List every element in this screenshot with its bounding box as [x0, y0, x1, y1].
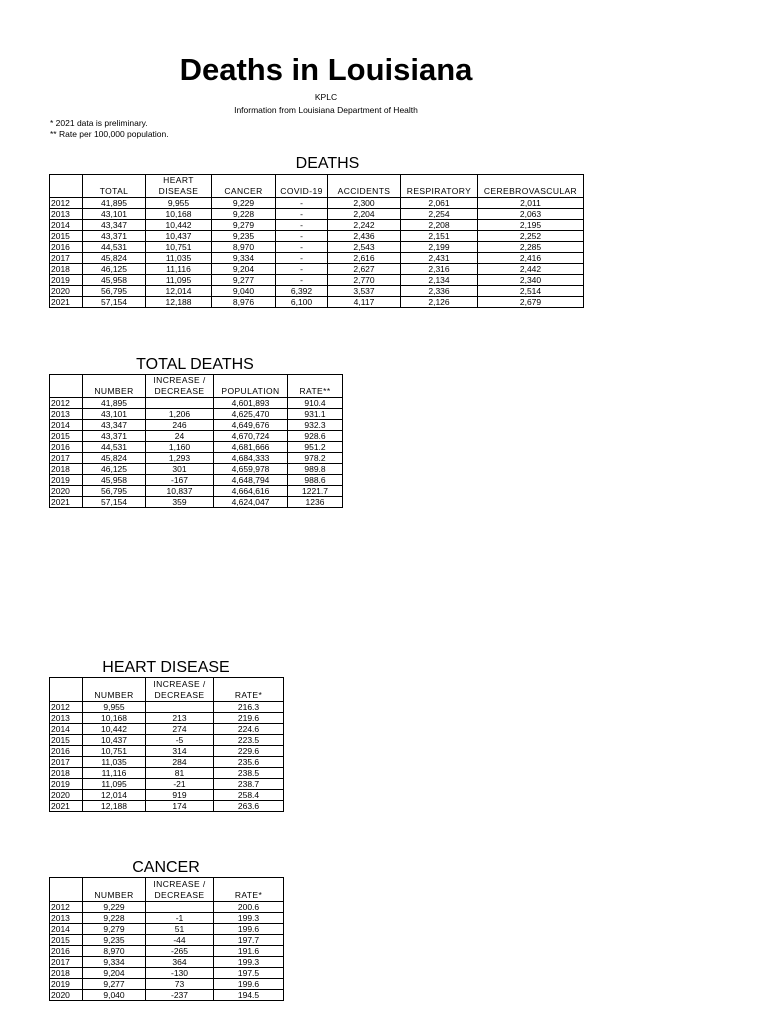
table-cell: 2,011	[478, 198, 584, 209]
table-cell: 2,543	[328, 242, 401, 253]
table-cell: 2,336	[401, 286, 478, 297]
table-cell: 174	[146, 801, 214, 812]
cancer-table	[49, 877, 284, 1001]
table-cell: 8,976	[212, 297, 276, 308]
table-cell: 2,770	[328, 275, 401, 286]
table-cell: 46,125	[83, 464, 146, 475]
table-cell: 274	[146, 724, 214, 735]
table-cell: 2,436	[328, 231, 401, 242]
table-cell: 41,895	[83, 198, 146, 209]
table-row	[50, 231, 584, 242]
table-row	[50, 275, 584, 286]
table-cell: 2,126	[401, 297, 478, 308]
table-cell: 2,616	[328, 253, 401, 264]
table-cell: 200.6	[214, 902, 284, 913]
year-cell: 2014	[50, 724, 83, 735]
table-cell: 11,116	[146, 264, 212, 275]
table-cell: 988.6	[288, 475, 343, 486]
table-cell: 197.5	[214, 968, 284, 979]
table-cell: 4,649,676	[214, 420, 288, 431]
column-header	[50, 375, 83, 398]
year-cell: 2016	[50, 242, 83, 253]
year-cell: 2020	[50, 286, 83, 297]
table-cell: 11,095	[83, 779, 146, 790]
table-row	[50, 746, 284, 757]
year-cell: 2013	[50, 713, 83, 724]
year-cell: 2015	[50, 935, 83, 946]
table-cell: 219.6	[214, 713, 284, 724]
year-cell: 2017	[50, 253, 83, 264]
table-cell: 2,134	[401, 275, 478, 286]
table-cell: 44,531	[83, 442, 146, 453]
table-cell: 2,431	[401, 253, 478, 264]
table-row	[50, 464, 343, 475]
table-cell: 11,116	[83, 768, 146, 779]
table-row	[50, 979, 284, 990]
table-cell: 6,100	[276, 297, 328, 308]
table-cell: 4,624,047	[214, 497, 288, 508]
year-cell: 2018	[50, 464, 83, 475]
table-cell: 191.6	[214, 946, 284, 957]
table-cell: -21	[146, 779, 214, 790]
table-cell: 81	[146, 768, 214, 779]
column-header: RATE*	[214, 878, 284, 902]
header-row	[50, 878, 284, 902]
table-cell: 2,208	[401, 220, 478, 231]
table-cell: 9,235	[212, 231, 276, 242]
year-cell: 2012	[50, 198, 83, 209]
table-cell: 4,601,893	[214, 398, 288, 409]
year-cell: 2015	[50, 231, 83, 242]
table-cell: 56,795	[83, 286, 146, 297]
table-cell: 12,014	[83, 790, 146, 801]
column-header: HEART DISEASE	[146, 175, 212, 198]
table-cell: 9,204	[83, 968, 146, 979]
note-rate: ** Rate per 100,000 population.	[50, 129, 169, 139]
column-header: COVID-19	[276, 175, 328, 198]
table-cell: 9,279	[83, 924, 146, 935]
header-row	[50, 375, 343, 398]
year-cell: 2017	[50, 453, 83, 464]
table-cell: 9,955	[83, 702, 146, 713]
column-header: TOTAL	[83, 175, 146, 198]
table-cell: 10,168	[83, 713, 146, 724]
table-row	[50, 790, 284, 801]
table-row	[50, 409, 343, 420]
year-cell: 2014	[50, 420, 83, 431]
table-cell: 9,040	[212, 286, 276, 297]
table-cell: 2,416	[478, 253, 584, 264]
table-cell: -	[276, 198, 328, 209]
column-header: POPULATION	[214, 375, 288, 398]
table-cell: -1	[146, 913, 214, 924]
table-cell: 43,371	[83, 231, 146, 242]
year-cell: 2017	[50, 957, 83, 968]
table-cell: 12,014	[146, 286, 212, 297]
table-cell: 199.6	[214, 924, 284, 935]
source-label: KPLC	[314, 92, 338, 102]
table-cell: 2,316	[401, 264, 478, 275]
table-cell: 2,195	[478, 220, 584, 231]
table-cell: 43,101	[83, 209, 146, 220]
year-cell: 2019	[50, 979, 83, 990]
table-row	[50, 957, 284, 968]
year-cell: 2019	[50, 275, 83, 286]
year-cell: 2013	[50, 209, 83, 220]
cancer-section-title: CANCER	[132, 859, 200, 876]
table-row	[50, 198, 584, 209]
table-cell: 932.3	[288, 420, 343, 431]
table-cell: 10,437	[83, 735, 146, 746]
table-cell: 8,970	[83, 946, 146, 957]
table-cell: -	[276, 231, 328, 242]
table-cell: 301	[146, 464, 214, 475]
table-cell: 10,442	[146, 220, 212, 231]
table-row	[50, 286, 584, 297]
table-row	[50, 935, 284, 946]
table-cell: 2,151	[401, 231, 478, 242]
table-row	[50, 242, 584, 253]
year-cell: 2021	[50, 801, 83, 812]
table-cell: 238.7	[214, 779, 284, 790]
table-cell: 197.7	[214, 935, 284, 946]
table-cell: 910.4	[288, 398, 343, 409]
table-cell: 12,188	[83, 801, 146, 812]
table-row	[50, 253, 584, 264]
table-row	[50, 946, 284, 957]
table-cell: 1221.7	[288, 486, 343, 497]
table-cell: 43,347	[83, 220, 146, 231]
table-cell: 43,101	[83, 409, 146, 420]
table-cell: 2,242	[328, 220, 401, 231]
table-cell: 57,154	[83, 497, 146, 508]
table-cell: 10,837	[146, 486, 214, 497]
table-cell: 45,958	[83, 275, 146, 286]
table-cell: 9,277	[212, 275, 276, 286]
table-row	[50, 431, 343, 442]
table-cell: 56,795	[83, 486, 146, 497]
table-cell: -	[276, 220, 328, 231]
table-cell: 45,958	[83, 475, 146, 486]
table-cell: 46,125	[83, 264, 146, 275]
year-cell: 2020	[50, 790, 83, 801]
column-header: RESPIRATORY	[401, 175, 478, 198]
column-header: CANCER	[212, 175, 276, 198]
table-cell: 4,681,666	[214, 442, 288, 453]
year-cell: 2018	[50, 968, 83, 979]
table-cell: 235.6	[214, 757, 284, 768]
table-cell: 41,895	[83, 398, 146, 409]
table-row	[50, 209, 584, 220]
column-header: NUMBER	[83, 678, 146, 702]
year-cell: 2016	[50, 946, 83, 957]
table-cell: 10,168	[146, 209, 212, 220]
column-header: CEREBROVASCULAR	[478, 175, 584, 198]
table-cell: 4,625,470	[214, 409, 288, 420]
table-row	[50, 702, 284, 713]
table-cell: 11,035	[146, 253, 212, 264]
deaths-section-title: DEATHS	[295, 155, 360, 172]
total-deaths-table	[49, 374, 343, 508]
column-header: INCREASE / DECREASE	[146, 375, 214, 398]
total-deaths-section-title: TOTAL DEATHS	[136, 356, 254, 373]
table-cell: 45,824	[83, 253, 146, 264]
table-cell: 9,228	[212, 209, 276, 220]
column-header	[50, 878, 83, 902]
table-cell: 9,204	[212, 264, 276, 275]
table-cell: 2,340	[478, 275, 584, 286]
table-cell: 951.2	[288, 442, 343, 453]
table-cell: 12,188	[146, 297, 212, 308]
table-cell: -	[276, 242, 328, 253]
table-cell: -237	[146, 990, 214, 1001]
table-cell	[146, 702, 214, 713]
table-row	[50, 420, 343, 431]
table-cell: 194.5	[214, 990, 284, 1001]
year-cell: 2016	[50, 746, 83, 757]
table-cell: -265	[146, 946, 214, 957]
info-label: Information from Louisiana Department of Health	[234, 105, 418, 115]
table-cell: 9,955	[146, 198, 212, 209]
column-header: NUMBER	[83, 878, 146, 902]
table-cell: 2,199	[401, 242, 478, 253]
table-cell: 2,514	[478, 286, 584, 297]
year-cell: 2014	[50, 220, 83, 231]
year-cell: 2012	[50, 702, 83, 713]
year-cell: 2016	[50, 442, 83, 453]
table-cell: 4,664,616	[214, 486, 288, 497]
table-cell: 989.8	[288, 464, 343, 475]
table-cell: 10,437	[146, 231, 212, 242]
table-cell: 4,648,794	[214, 475, 288, 486]
table-row	[50, 497, 343, 508]
table-cell: 1,160	[146, 442, 214, 453]
year-cell: 2014	[50, 924, 83, 935]
table-row	[50, 453, 343, 464]
table-cell: 10,751	[83, 746, 146, 757]
year-cell: 2013	[50, 409, 83, 420]
column-header: RATE**	[288, 375, 343, 398]
table-cell: 44,531	[83, 242, 146, 253]
heart-disease-table	[49, 677, 284, 812]
table-cell: 4,670,724	[214, 431, 288, 442]
table-cell: 9,229	[212, 198, 276, 209]
year-cell: 2021	[50, 297, 83, 308]
year-cell: 2019	[50, 475, 83, 486]
table-cell	[146, 398, 214, 409]
table-cell: 2,679	[478, 297, 584, 308]
table-cell: -167	[146, 475, 214, 486]
note-preliminary: * 2021 data is preliminary.	[50, 118, 148, 128]
year-cell: 2018	[50, 768, 83, 779]
table-cell	[146, 902, 214, 913]
table-cell: -	[276, 253, 328, 264]
year-cell: 2012	[50, 902, 83, 913]
table-row	[50, 968, 284, 979]
table-cell: 213	[146, 713, 214, 724]
year-cell: 2013	[50, 913, 83, 924]
column-header: NUMBER	[83, 375, 146, 398]
table-row	[50, 779, 284, 790]
table-cell: 2,627	[328, 264, 401, 275]
table-cell: 43,347	[83, 420, 146, 431]
table-row	[50, 398, 343, 409]
table-cell: -	[276, 209, 328, 220]
table-cell: 9,229	[83, 902, 146, 913]
table-cell: 9,279	[212, 220, 276, 231]
column-header: INCREASE / DECREASE	[146, 678, 214, 702]
table-cell: 2,063	[478, 209, 584, 220]
table-cell: 11,095	[146, 275, 212, 286]
year-cell: 2012	[50, 398, 83, 409]
table-cell: 4,659,978	[214, 464, 288, 475]
table-cell: 9,040	[83, 990, 146, 1001]
table-cell: 238.5	[214, 768, 284, 779]
table-cell: 2,204	[328, 209, 401, 220]
year-cell: 2017	[50, 757, 83, 768]
year-cell: 2018	[50, 264, 83, 275]
table-row	[50, 990, 284, 1001]
table-row	[50, 724, 284, 735]
table-row	[50, 220, 584, 231]
table-cell: 73	[146, 979, 214, 990]
table-row	[50, 486, 343, 497]
table-cell: 1236	[288, 497, 343, 508]
year-cell: 2019	[50, 779, 83, 790]
table-cell: 10,751	[146, 242, 212, 253]
year-cell: 2020	[50, 990, 83, 1001]
table-cell: 229.6	[214, 746, 284, 757]
deaths-table	[49, 174, 584, 308]
table-row	[50, 913, 284, 924]
column-header: RATE*	[214, 678, 284, 702]
table-cell: -130	[146, 968, 214, 979]
table-cell: 9,334	[83, 957, 146, 968]
table-cell: 2,061	[401, 198, 478, 209]
table-cell: 216.3	[214, 702, 284, 713]
table-cell: 263.6	[214, 801, 284, 812]
table-cell: 223.5	[214, 735, 284, 746]
table-cell: 199.6	[214, 979, 284, 990]
table-cell: 2,300	[328, 198, 401, 209]
table-cell: 931.1	[288, 409, 343, 420]
table-row	[50, 735, 284, 746]
table-cell: 258.4	[214, 790, 284, 801]
table-cell: 978.2	[288, 453, 343, 464]
table-cell: 11,035	[83, 757, 146, 768]
table-cell: 43,371	[83, 431, 146, 442]
table-cell: 57,154	[83, 297, 146, 308]
table-cell: 51	[146, 924, 214, 935]
table-cell: -44	[146, 935, 214, 946]
heart-disease-section-title: HEART DISEASE	[102, 659, 230, 676]
table-cell: 8,970	[212, 242, 276, 253]
table-row	[50, 264, 584, 275]
column-header	[50, 175, 83, 198]
table-cell: 9,334	[212, 253, 276, 264]
table-row	[50, 757, 284, 768]
column-header: ACCIDENTS	[328, 175, 401, 198]
table-cell: 2,285	[478, 242, 584, 253]
table-cell: 928.6	[288, 431, 343, 442]
year-cell: 2015	[50, 735, 83, 746]
table-row	[50, 297, 584, 308]
table-cell: -	[276, 275, 328, 286]
table-row	[50, 924, 284, 935]
table-cell: -5	[146, 735, 214, 746]
table-row	[50, 768, 284, 779]
table-cell: 9,235	[83, 935, 146, 946]
table-cell: 9,228	[83, 913, 146, 924]
table-cell: 2,442	[478, 264, 584, 275]
table-cell: 246	[146, 420, 214, 431]
year-cell: 2015	[50, 431, 83, 442]
table-cell: 4,117	[328, 297, 401, 308]
table-cell: 224.6	[214, 724, 284, 735]
table-cell: 1,293	[146, 453, 214, 464]
table-cell: 24	[146, 431, 214, 442]
table-cell: 364	[146, 957, 214, 968]
table-cell: 359	[146, 497, 214, 508]
table-cell: 1,206	[146, 409, 214, 420]
table-cell: 2,252	[478, 231, 584, 242]
table-row	[50, 801, 284, 812]
column-header: INCREASE / DECREASE	[146, 878, 214, 902]
table-cell: -	[276, 264, 328, 275]
table-cell: 10,442	[83, 724, 146, 735]
table-cell: 3,537	[328, 286, 401, 297]
table-row	[50, 713, 284, 724]
table-row	[50, 902, 284, 913]
table-cell: 2,254	[401, 209, 478, 220]
table-cell: 199.3	[214, 913, 284, 924]
year-cell: 2021	[50, 497, 83, 508]
header-row	[50, 175, 584, 198]
header-row	[50, 678, 284, 702]
table-cell: 919	[146, 790, 214, 801]
table-row	[50, 475, 343, 486]
table-cell: 314	[146, 746, 214, 757]
table-cell: 284	[146, 757, 214, 768]
table-row	[50, 442, 343, 453]
column-header	[50, 678, 83, 702]
table-cell: 4,684,333	[214, 453, 288, 464]
table-cell: 199.3	[214, 957, 284, 968]
page-title: Deaths in Louisiana	[179, 52, 473, 87]
year-cell: 2020	[50, 486, 83, 497]
table-cell: 9,277	[83, 979, 146, 990]
table-cell: 6,392	[276, 286, 328, 297]
table-cell: 45,824	[83, 453, 146, 464]
